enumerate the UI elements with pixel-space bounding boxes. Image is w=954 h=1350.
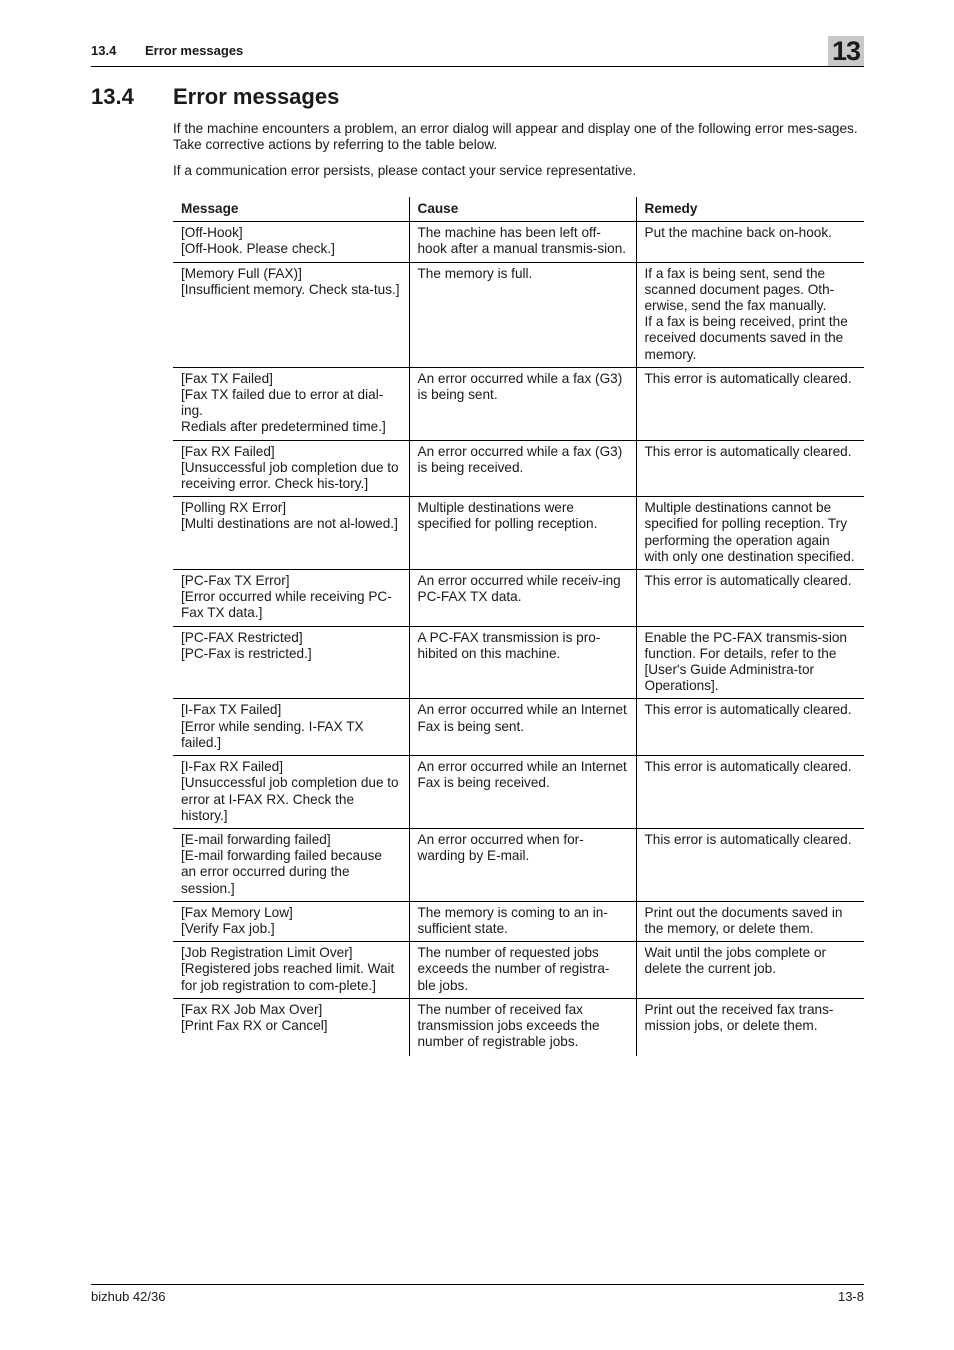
message-cell — [173, 942, 409, 999]
message-cell-line: Redials after predetermined time.] — [181, 419, 386, 435]
cause-cell: An error occurred while a fax (G3) is being sent. — [409, 367, 636, 440]
message-cell-line: [Fax RX Failed] — [181, 443, 275, 459]
message-cell-line: [Registered jobs reached limit. Wait for job registration to com-plete.] — [181, 961, 395, 993]
table-row — [173, 756, 864, 829]
message-cell-line: [PC-Fax is restricted.] — [181, 645, 312, 661]
remedy-cell — [636, 570, 864, 627]
page-title-number: 13.4 — [91, 84, 134, 109]
table-row — [173, 626, 864, 699]
remedy-cell — [636, 497, 864, 570]
message-cell — [173, 367, 409, 440]
remedy-cell-line: This error is automatically cleared. — [644, 573, 852, 589]
message-cell-line: [Insufficient memory. Check sta-tus.] — [181, 281, 400, 297]
remedy-cell-line: This error is automatically cleared. — [644, 759, 852, 775]
table-row — [173, 828, 864, 901]
cause-cell: The number of received fax transmission jobs exceeds the number of registrable jobs. — [409, 998, 636, 1056]
table-row — [173, 570, 864, 627]
message-cell — [173, 901, 409, 941]
table-row — [173, 942, 864, 999]
table-row — [173, 497, 864, 570]
message-cell-line: [Polling RX Error] — [181, 500, 287, 516]
intro-paragraph-1: If the machine encounters a problem, an error dialog will appear and display one of the following error mes-sages. Take corrective actions by referring to the table below. — [173, 121, 858, 152]
message-cell-line: [PC-FAX Restricted] — [181, 629, 303, 645]
table-row — [173, 901, 864, 941]
remedy-cell — [636, 828, 864, 901]
column-header-cause: Cause — [409, 197, 636, 222]
message-cell — [173, 756, 409, 829]
page-title-text: Error messages — [173, 84, 340, 109]
remedy-cell — [636, 626, 864, 699]
message-cell — [173, 626, 409, 699]
chapter-number-badge: 13 — [828, 36, 864, 66]
page-title — [91, 84, 339, 110]
table-row — [173, 440, 864, 497]
remedy-cell — [636, 222, 864, 262]
message-cell-line: [Error occurred while receiving PC-Fax TX data.] — [181, 589, 392, 621]
remedy-cell-line: This error is automatically cleared. — [644, 702, 852, 718]
message-cell-line: [Error while sending. I-FAX TX failed.] — [181, 718, 364, 750]
remedy-cell-line: Print out the received fax trans-mission jobs, or delete them. — [644, 1001, 834, 1033]
message-cell-line: [I-Fax RX Failed] — [181, 759, 283, 775]
message-cell-line: [Off-Hook. Please check.] — [181, 241, 335, 257]
message-cell-line: [I-Fax TX Failed] — [181, 702, 282, 718]
remedy-cell — [636, 901, 864, 941]
remedy-cell — [636, 756, 864, 829]
cause-cell: A PC-FAX transmission is pro-hibited on this machine. — [409, 626, 636, 699]
remedy-cell — [636, 367, 864, 440]
message-cell — [173, 262, 409, 367]
remedy-cell-line: Put the machine back on-hook. — [644, 225, 832, 241]
cause-cell: Multiple destinations were specified for polling reception. — [409, 497, 636, 570]
table-row — [173, 262, 864, 367]
message-cell-line: [Fax RX Job Max Over] — [181, 1001, 323, 1017]
message-cell-line: [Fax Memory Low] — [181, 904, 293, 920]
message-cell-line: [E-mail forwarding failed because an error occurred during the session.] — [181, 848, 382, 896]
message-cell — [173, 570, 409, 627]
table-row — [173, 367, 864, 440]
cause-cell: An error occurred while an Internet Fax is being sent. — [409, 699, 636, 756]
page-footer — [91, 1284, 864, 1304]
message-cell-line: [PC-Fax TX Error] — [181, 573, 290, 589]
remedy-cell — [636, 998, 864, 1056]
message-cell-line: [Fax TX Failed] — [181, 370, 273, 386]
remedy-cell — [636, 262, 864, 367]
footer-model-name: bizhub 42/36 — [91, 1289, 166, 1304]
message-cell-line: [Off-Hook] — [181, 225, 243, 241]
error-messages-table — [173, 197, 864, 1056]
message-cell-line: [E-mail forwarding failed] — [181, 831, 331, 847]
message-cell-line: [Memory Full (FAX)] — [181, 265, 302, 281]
cause-cell: The memory is full. — [409, 262, 636, 367]
message-cell — [173, 440, 409, 497]
header-section-title: Error messages — [145, 43, 244, 58]
remedy-cell-line: This error is automatically cleared. — [644, 370, 852, 386]
message-cell — [173, 828, 409, 901]
table-row — [173, 222, 864, 262]
cause-cell: The machine has been left off-hook after a manual transmis-sion. — [409, 222, 636, 262]
remedy-cell-line: Wait until the jobs complete or delete the current job. — [644, 945, 827, 977]
intro-text — [173, 121, 865, 189]
cause-cell: An error occurred while a fax (G3) is being received. — [409, 440, 636, 497]
remedy-cell — [636, 942, 864, 999]
intro-paragraph-2: If a communication error persists, please contact your service representative. — [173, 163, 637, 178]
cause-cell: The number of requested jobs exceeds the number of registra-ble jobs. — [409, 942, 636, 999]
remedy-cell-line: Print out the documents saved in the memory, or delete them. — [644, 904, 843, 936]
footer-page-number: 13-8 — [837, 1289, 864, 1304]
message-cell-line: [Unsuccessful job completion due to error at I-FAX RX. Check the history.] — [181, 775, 399, 823]
column-header-message: Message — [173, 197, 409, 222]
remedy-cell-line: Multiple destinations cannot be specified for polling reception. Try performing the operation again with only one destination specified. — [644, 500, 855, 564]
message-cell-line: [Print Fax RX or Cancel] — [181, 1017, 328, 1033]
message-cell-line: [Job Registration Limit Over] — [181, 945, 353, 961]
table-body — [173, 222, 864, 1057]
message-cell — [173, 998, 409, 1056]
message-cell — [173, 699, 409, 756]
remedy-cell-line: Enable the PC-FAX transmis-sion function. For details, refer to the [User's Guide Administra-tor Operations]. — [644, 629, 847, 694]
message-cell-line: [Verify Fax job.] — [181, 920, 275, 936]
remedy-cell-line: This error is automatically cleared. — [644, 443, 852, 459]
remedy-cell-line: This error is automatically cleared. — [644, 831, 852, 847]
table-row — [173, 699, 864, 756]
column-header-remedy: Remedy — [636, 197, 864, 222]
remedy-cell-line: If a fax is being received, print the received documents saved in the memory. — [644, 314, 848, 362]
message-cell — [173, 497, 409, 570]
table-header-row — [173, 197, 864, 222]
table-row — [173, 998, 864, 1056]
cause-cell: An error occurred while receiv-ing PC-FAX TX data. — [409, 570, 636, 627]
message-cell-line: [Multi destinations are not al-lowed.] — [181, 516, 398, 532]
cause-cell: The memory is coming to an in-sufficient state. — [409, 901, 636, 941]
remedy-cell-line: If a fax is being sent, send the scanned document pages. Oth-erwise, send the fax manually. — [644, 265, 835, 314]
message-cell-line: [Unsuccessful job completion due to receiving error. Check his-tory.] — [181, 459, 399, 492]
running-header — [91, 35, 864, 67]
remedy-cell — [636, 440, 864, 497]
cause-cell: An error occurred while an Internet Fax is being received. — [409, 756, 636, 829]
header-section-number: 13.4 — [91, 43, 117, 58]
remedy-cell — [636, 699, 864, 756]
message-cell — [173, 222, 409, 262]
message-cell-line: [Fax TX failed due to error at dial-ing. — [181, 387, 384, 419]
cause-cell: An error occurred when for-warding by E-mail. — [409, 828, 636, 901]
